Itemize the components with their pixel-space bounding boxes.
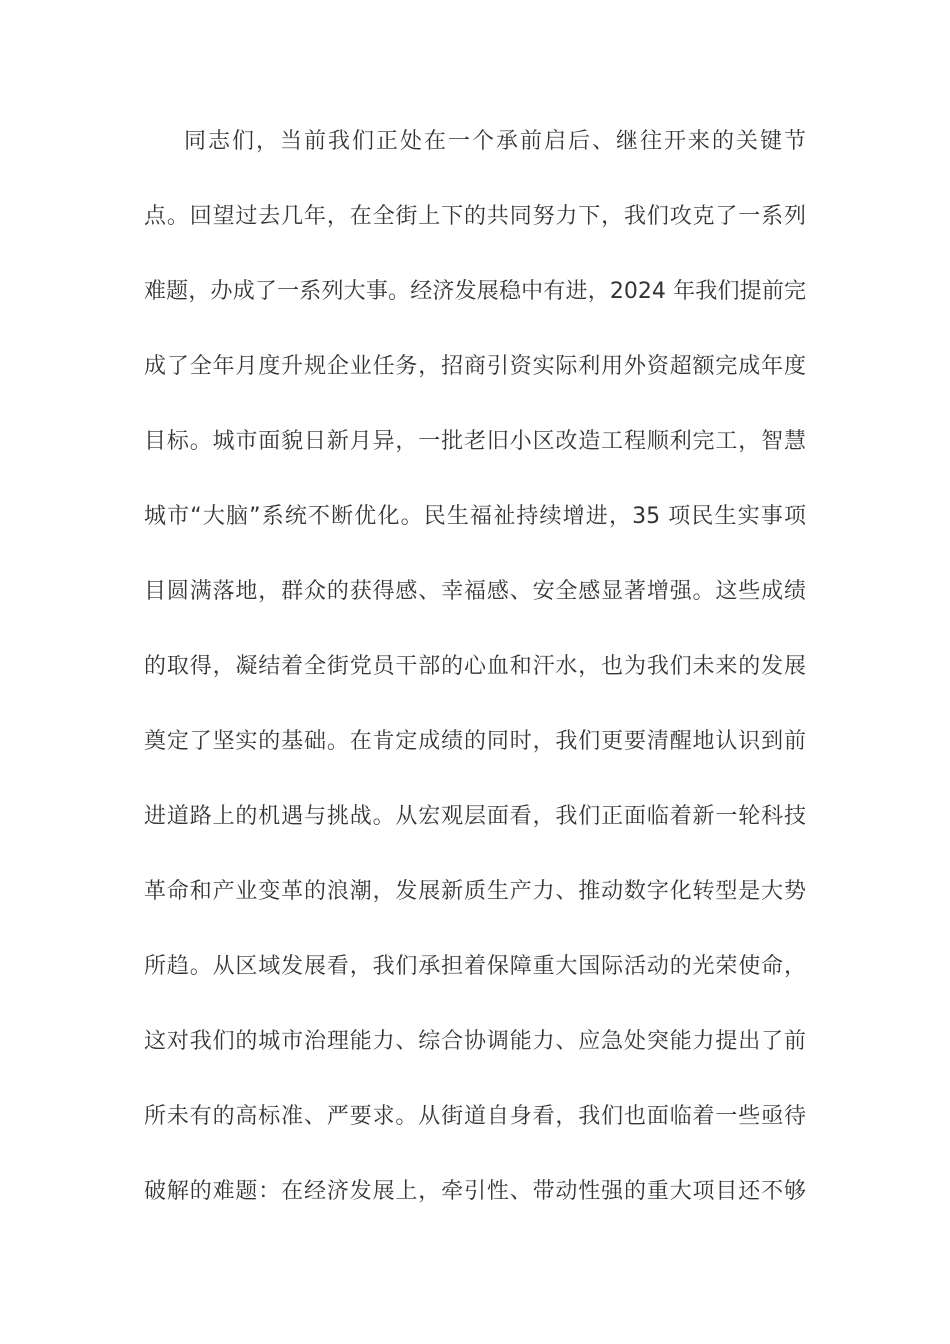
paragraph-line: 难题，办成了一系列大事。经济发展稳中有进，2024 年我们提前完 — [144, 279, 806, 304]
paragraph-line: 点。回望过去几年，在全街上下的共同努力下，我们攻克了一系列 — [144, 204, 806, 229]
paragraph-line: 所趋。从区域发展看，我们承担着保障重大国际活动的光荣使命， — [144, 954, 806, 979]
paragraph-line: 同志们，当前我们正处在一个承前启后、继往开来的关键节 — [184, 129, 806, 154]
paragraph-line: 革命和产业变革的浪潮，发展新质生产力、推动数字化转型是大势 — [144, 879, 806, 904]
paragraph-line: 目标。城市面貌日新月异，一批老旧小区改造工程顺利完工，智慧 — [144, 429, 806, 454]
paragraph-line: 破解的难题：在经济发展上，牵引性、带动性强的重大项目还不够 — [144, 1179, 806, 1204]
paragraph-line: 这对我们的城市治理能力、综合协调能力、应急处突能力提出了前 — [144, 1029, 806, 1054]
paragraph-line: 所未有的高标准、严要求。从街道自身看，我们也面临着一些亟待 — [144, 1104, 806, 1129]
paragraph-line: 进道路上的机遇与挑战。从宏观层面看，我们正面临着新一轮科技 — [144, 804, 806, 829]
paragraph-line: 奠定了坚实的基础。在肯定成绩的同时，我们更要清醒地认识到前 — [144, 729, 806, 754]
paragraph-line: 的取得，凝结着全街党员干部的心血和汗水，也为我们未来的发展 — [144, 654, 806, 679]
paragraph-line: 成了全年月度升规企业任务，招商引资实际利用外资超额完成年度 — [144, 354, 806, 379]
paragraph-line: 目圆满落地，群众的获得感、幸福感、安全感显著增强。这些成绩 — [144, 579, 806, 604]
paragraph-line: 城市“大脑”系统不断优化。民生福祉持续增进，35 项民生实事项 — [144, 504, 806, 529]
